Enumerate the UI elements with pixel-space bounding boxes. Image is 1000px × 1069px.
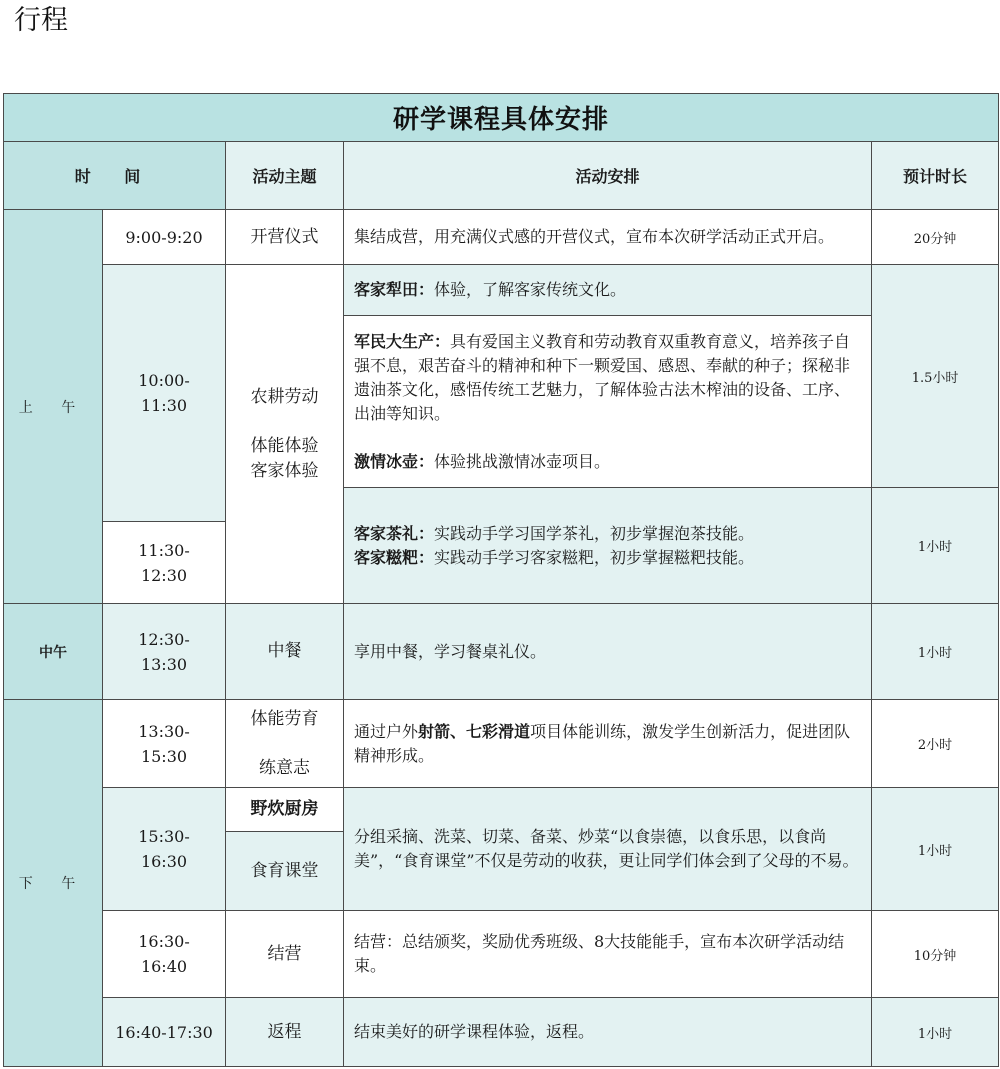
period-noon: 中午	[4, 604, 103, 700]
table-row	[4, 998, 999, 1067]
header-duration: 预计时长	[872, 142, 999, 210]
time-cell: 10:00- 11:30	[103, 265, 226, 522]
topic-cell: 野炊厨房	[226, 788, 344, 832]
activity-cell: 军民大生产：具有爱国主义教育和劳动教育双重教育意义，培养孩子自强不息，艰苦奋斗的精神和种下一颗爱国、感恩、奉献的种子；探秘非遗油茶文化，感悟传统工艺魅力，了解体验古法木榨油的设备、工序、出油等知识。 激情冰壶：体验挑战激情冰壶项目。	[344, 316, 872, 488]
topic-cell: 农耕劳动 体能体验 客家体验	[226, 265, 344, 604]
header-activity: 活动安排	[344, 142, 872, 210]
topic-cell: 体能劳育 练意志	[226, 700, 344, 788]
duration-cell: 1小时	[872, 998, 999, 1067]
activity-cell: 享用中餐，学习餐桌礼仪。	[344, 604, 872, 700]
topic-cell: 返程	[226, 998, 344, 1067]
header-topic: 活动主题	[226, 142, 344, 210]
period-morning: 上 午	[4, 210, 103, 604]
activity-cell: 分组采摘、洗菜、切菜、备菜、炒菜“以食崇德，以食乐思，以食尚美”，“食育课堂”不仅是劳动的收获，更让同学们体会到了父母的不易。	[344, 788, 872, 911]
topic-cell: 中餐	[226, 604, 344, 700]
period-afternoon: 下 午	[4, 700, 103, 1067]
time-cell: 9:00-9:20	[103, 210, 226, 265]
topic-cell: 结营	[226, 911, 344, 998]
activity-cell: 结营：总结颁奖，奖励优秀班级、8大技能能手，宣布本次研学活动结束。	[344, 911, 872, 998]
duration-cell: 1小时	[872, 488, 999, 604]
duration-cell: 1.5小时	[872, 265, 999, 488]
table-row	[4, 911, 999, 998]
time-cell: 11:30- 12:30	[103, 522, 226, 604]
table-row	[4, 604, 999, 700]
page-title: 行程	[14, 5, 68, 36]
topic-cell: 食育课堂	[226, 832, 344, 911]
header-time: 时 间	[4, 142, 226, 210]
time-cell: 16:30- 16:40	[103, 911, 226, 998]
topic-cell: 开营仪式	[226, 210, 344, 265]
duration-cell: 20分钟	[872, 210, 999, 265]
duration-cell: 10分钟	[872, 911, 999, 998]
time-cell: 15:30- 16:30	[103, 788, 226, 911]
table-row	[4, 265, 999, 316]
activity-cell: 客家茶礼：实践动手学习国学茶礼，初步掌握泡茶技能。 客家糍粑：实践动手学习客家糍粑，初步掌握糍粑技能。	[344, 488, 872, 604]
schedule-table	[3, 93, 999, 1067]
table-row	[4, 788, 999, 832]
duration-cell: 1小时	[872, 604, 999, 700]
table-row	[4, 210, 999, 265]
time-cell: 13:30- 15:30	[103, 700, 226, 788]
table-row	[4, 700, 999, 788]
duration-cell: 2小时	[872, 700, 999, 788]
duration-cell: 1小时	[872, 788, 999, 911]
time-cell: 12:30- 13:30	[103, 604, 226, 700]
activity-cell: 集结成营，用充满仪式感的开营仪式，宣布本次研学活动正式开启。	[344, 210, 872, 265]
activity-cell: 结束美好的研学课程体验，返程。	[344, 998, 872, 1067]
activity-cell: 通过户外射箭、七彩滑道项目体能训练，激发学生创新活力，促进团队精神形成。	[344, 700, 872, 788]
activity-cell: 客家犁田：体验，了解客家传统文化。	[344, 265, 872, 316]
table-caption: 研学课程具体安排	[4, 94, 999, 142]
time-cell: 16:40-17:30	[103, 998, 226, 1067]
